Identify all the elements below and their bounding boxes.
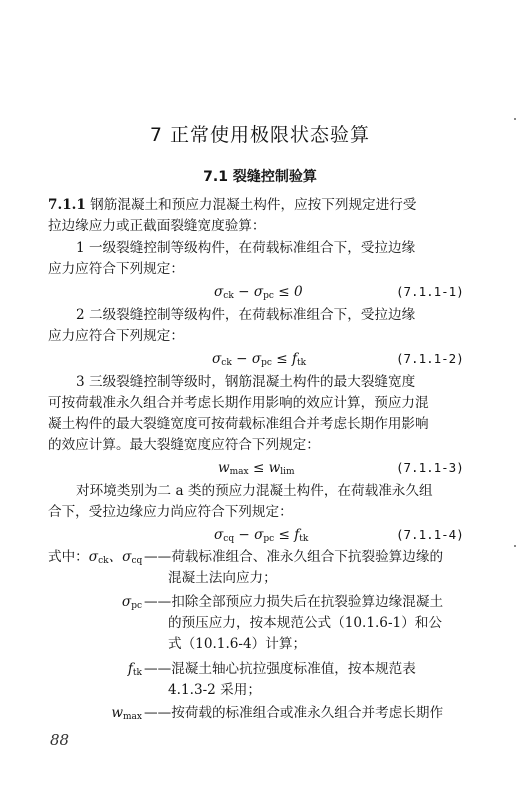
- equation-4: $\sigma_{cq} - \sigma_{pc} \le f_{tk}$: [214, 527, 309, 544]
- equation-2: $\sigma_{ck} - \sigma_{pc} \le f_{tk}$: [212, 351, 307, 368]
- equation-2-number: (7.1.1-2): [396, 351, 464, 366]
- item3-line-1: 3 三级裂缝控制等级时，钢筋混凝土构件的最大裂缝宽度: [76, 374, 416, 390]
- legend-4-desc-1: ——按荷载的标准组合或准永久组合并考虑长期作: [144, 705, 444, 721]
- equation-4-number: (7.1.1-4): [396, 527, 464, 542]
- clause-line-2: 拉边缘应力或正截面裂缝宽度验算：: [48, 218, 266, 234]
- equation-3: $w_{max} \le w_{lim}$: [218, 460, 295, 477]
- item3-line-4: 的效应计算。最大裂缝宽度应符合下列规定：: [48, 437, 320, 453]
- legend-3-desc-1: ——混凝土轴心抗拉强度标准值，按本规范表: [144, 661, 416, 677]
- equation-3-number: (7.1.1-3): [396, 460, 464, 475]
- item1-line-2: 应力应符合下列规定：: [48, 261, 184, 277]
- item2-line-2: 应力应符合下列规定：: [48, 328, 184, 344]
- legend-prefix-line: 式中：$\sigma_{ck}$、$\sigma_{cq}$: [48, 549, 143, 566]
- chapter-title: 7 正常使用极限状态验算: [149, 124, 371, 146]
- equation-1-number: (7.1.1-1): [396, 284, 464, 299]
- legend-2-desc-3: 式（10.1.6-4）计算；: [168, 636, 307, 652]
- clause-text-1: 钢筋混凝土和预应力混凝土构件，应按下列规定进行受: [85, 197, 417, 213]
- legend-prefix: 式中：: [48, 549, 89, 565]
- legend-1-desc-2: 混凝土法向应力；: [168, 570, 277, 586]
- clause-line-1: [48, 196, 468, 214]
- legend-term-ftk: $f_{tk}$: [127, 661, 142, 678]
- legend-3-desc-2: 4.1.3-2 采用；: [168, 682, 261, 698]
- item3-line-3: 凝土构件的最大裂缝宽度可按荷载标准组合并考虑长期作用影响: [48, 416, 429, 432]
- section-title: 7.1 裂缝控制验算: [203, 169, 317, 185]
- legend-term-wmax: $w_{max}$: [111, 705, 142, 722]
- legend-2-desc-1: ——扣除全部预应力损失后在抗裂验算边缘混凝土: [144, 594, 444, 610]
- item2-line-1: 2 二级裂缝控制等级构件，在荷载标准组合下，受拉边缘: [76, 307, 416, 323]
- clause-number: 7.1.1: [48, 197, 86, 213]
- page-number: 88: [50, 731, 70, 749]
- env-line-1: 对环境类别为二 a 类的预应力混凝土构件，在荷载准永久组: [76, 483, 433, 499]
- legend-2-desc-2: 的预压应力，按本规范公式（10.1.6-1）和公: [168, 615, 442, 631]
- equation-1: $\sigma_{ck} - \sigma_{pc} \le 0$: [214, 284, 303, 301]
- scan-speck: [514, 545, 516, 547]
- item1-line-1: 1 一级裂缝控制等级构件，在荷载标准组合下，受拉边缘: [76, 240, 416, 256]
- legend-term-sigma-pc: $\sigma_{pc}$: [121, 594, 142, 611]
- item3-line-2: 可按荷载准永久组合并考虑长期作用影响的效应计算，预应力混: [48, 395, 429, 411]
- legend-1-desc-1: ——荷载标准组合、准永久组合下抗裂验算边缘的: [144, 549, 444, 565]
- scan-speck: [514, 118, 516, 120]
- env-line-2: 合下，受拉边缘应力尚应符合下列规定：: [48, 504, 293, 520]
